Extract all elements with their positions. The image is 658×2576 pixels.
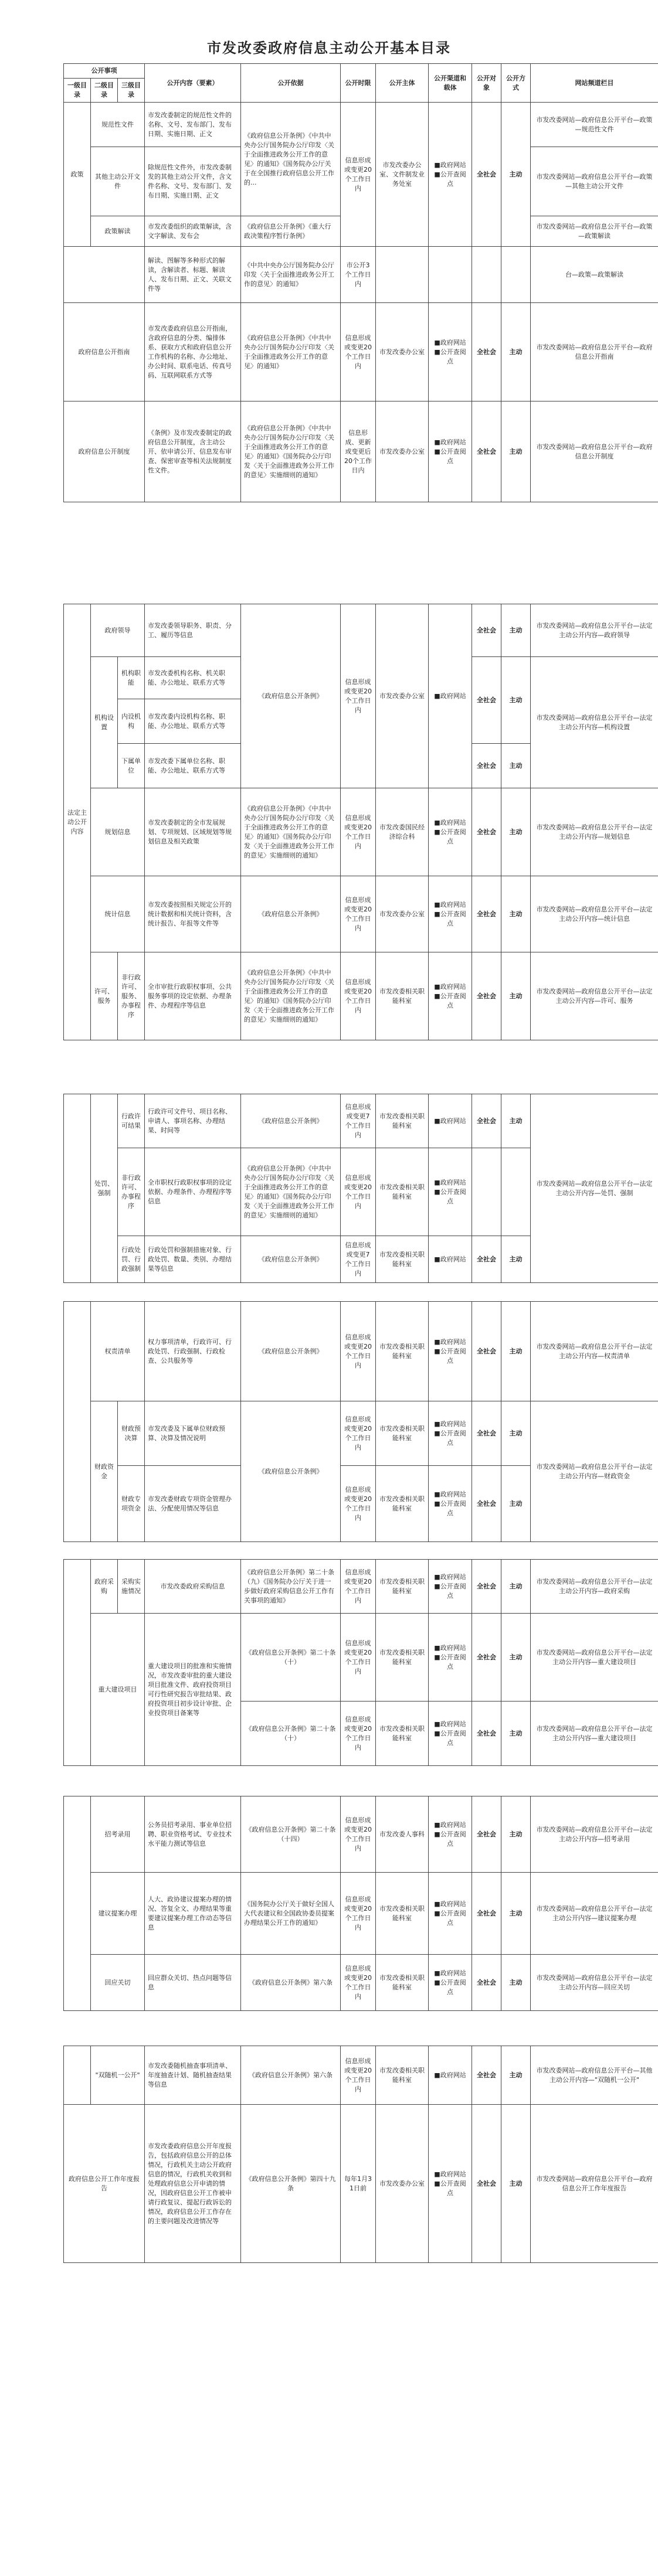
cell-l3: 采购实施情况 [118, 1560, 145, 1614]
cell-content: 市发改委政府信息公开指南，含政府信息的分类、编排体系、获取方式和政府信息公开工作机构的名称、办公地址、办公时间、联系电话、传真号码、互联网联系方式等 [145, 303, 241, 401]
cell-content: 除规范性文件外，市发改委制发的其他主动公开文件，含文件名称、文号、发布部门、发布日期、实施日期、正文 [145, 147, 241, 216]
cell-l2: 许可、服务 [91, 952, 118, 1040]
table-row [64, 2105, 658, 2263]
cell-mode: 主动 [501, 103, 531, 247]
cell-l1 [64, 1560, 91, 1766]
cell-carrier: ■政府网站 [429, 604, 472, 788]
cell-site: 市发改委网站—政府信息公开平台—法定主动公开内容—政府领导 [531, 604, 658, 657]
cell-mode: 主动 [501, 744, 531, 788]
cell-l2: "双随机一公开" [91, 2046, 145, 2105]
cell-basis: 《政府信息公开条例》《中共中央办公厅国务院办公厅印发〈关于全面推进政务公开工作的意见〉的通知》《国务院办公厅关于在全国推行政府信息公开工作的... [241, 103, 341, 216]
cell-carrier: ■政府网站 ■公开查阅点 [429, 788, 472, 876]
cell-content: 人大、政协建议提案办理的情况、答复全文、办理结果等重要建议提案办理工作动态等信息 [145, 1873, 241, 1955]
catalog-table-6 [63, 1796, 658, 2011]
table-row [64, 1401, 658, 1466]
cell-subject: 市发改委相关职能科室 [376, 1236, 429, 1283]
cell-scope: 全社会 [472, 952, 501, 1040]
header-l1: 一级目录 [64, 79, 91, 103]
cell-subject: 市发改委相关职能科室 [376, 2046, 429, 2105]
cell-subject: 市发改委相关职能科室 [376, 1955, 429, 2011]
cell-carrier: ■政府网站 ■公开查阅点 [429, 1560, 472, 1614]
cell-mode: 主动 [501, 1560, 531, 1614]
cell-site: 市发改委网站—政府信息公开平台—其他主动公开内容—"双随机一公开" [531, 2046, 658, 2105]
cell-l1: 政府信息公开工作年度报告 [64, 2105, 145, 2263]
cell-mode: 主动 [501, 1236, 531, 1283]
cell-site: 市发改委网站—政府信息公开平台—法定主动公开内容—机构设置 [531, 657, 658, 788]
cell-content: 市发改委制定的全市发展规划、专项规划、区域规划等规划信息及相关政策 [145, 788, 241, 876]
cell-l1: 法定主动公开内容 [64, 604, 91, 1040]
cell-subject [376, 247, 429, 303]
cell-scope: 全社会 [472, 876, 501, 952]
cell-carrier: ■政府网站 [429, 2046, 472, 2105]
cell-scope: 全社会 [472, 1873, 501, 1955]
catalog-table-2 [63, 604, 658, 1040]
table-row [64, 1955, 658, 2011]
cell-l1 [64, 2046, 91, 2105]
cell-subject: 市发改委国民经济综合科 [376, 788, 429, 876]
cell-mode: 主动 [501, 1702, 531, 1766]
table-row [64, 103, 658, 147]
cell-site: 市发改委网站—政府信息公开平台—法定主动公开内容—重大建设项目 [531, 1614, 658, 1702]
cell-time: 信息形成或变更20个工作日内 [341, 952, 376, 1040]
cell-time: 信息形成或变更20个工作日内 [341, 604, 376, 788]
cell-content: 市发改委组织的政策解读，含文字解读、发布会 [145, 216, 241, 247]
cell-site: 市发改委网站—政府信息公开平台—政府信息公开工作年度报告 [531, 2105, 658, 2263]
cell-basis: 《中共中央办公厅国务院办公厅印发〈关于全面推进政务公开工作的意见〉的通知》 [241, 247, 341, 303]
cell-mode: 主动 [501, 401, 531, 502]
cell-l1: 政府信息公开指南 [64, 303, 145, 401]
cell-mode: 主动 [501, 2105, 531, 2263]
cell-time: 信息形成或变更20个工作日内 [341, 1796, 376, 1873]
table-section-7 [63, 2046, 658, 2263]
cell-l2: 权责清单 [91, 1302, 145, 1401]
cell-scope: 全社会 [472, 657, 501, 744]
cell-mode [501, 1148, 531, 1236]
cell-subject: 市发改委相关职能科室 [376, 1614, 429, 1702]
cell-time: 信息形成或变更20个工作日内 [341, 1873, 376, 1955]
cell-mode: 主动 [501, 1796, 531, 1873]
cell-time: 信息形成或变更20个工作日内 [341, 1702, 376, 1766]
cell-carrier: ■政府网站 ■公开查阅点 [429, 952, 472, 1040]
table-row [64, 303, 658, 401]
cell-mode: 主动 [501, 1955, 531, 2011]
cell-l3: 行政许可结果 [118, 1094, 145, 1148]
cell-time: 信息形成或变更20个工作日内 [341, 103, 376, 247]
cell-l2: 规划信息 [91, 788, 145, 876]
cell-l2: 政府采购 [91, 1560, 118, 1614]
cell-content: 全市审批行政职权事项、公共服务事项的设定依据、办理条件、办理程序等信息 [145, 952, 241, 1040]
cell-scope: 全社会 [472, 1955, 501, 2011]
cell-l3: 非行政许可、服务、办事程序 [118, 952, 145, 1040]
cell-site: 台—政策—政策解读 [531, 247, 658, 303]
cell-mode: 主动 [501, 1614, 531, 1702]
cell-basis: 《政府信息公开条例》 [241, 604, 341, 788]
header-subject: 公开主体 [376, 64, 429, 103]
cell-content: 市发改委下属单位名称、职能、办公地址、联系方式等 [145, 744, 241, 788]
cell-l2: 规范性文件 [91, 103, 145, 147]
cell-carrier: ■政府网站 ■公开查阅点 [429, 1702, 472, 1766]
cell-carrier: ■政府网站 ■公开查阅点 [429, 1955, 472, 2011]
table-row [64, 952, 658, 1040]
cell-site: 市发改委网站—政府信息公开平台—政策—政策解读 [531, 216, 658, 247]
cell-scope: 全社会 [472, 1702, 501, 1766]
cell-mode: 主动 [501, 788, 531, 876]
header-l2: 二级目录 [91, 79, 118, 103]
table-row [64, 1094, 658, 1148]
cell-mode [501, 247, 531, 303]
cell-basis: 《国务院办公厅关于做好全国人大代表建议和全国政协委员提案办理结果公开工作的通知》 [241, 1873, 341, 1955]
table-row [64, 876, 658, 952]
cell-carrier: ■政府网站 [429, 1094, 472, 1148]
cell-time: 信息形成或变更20个工作日内 [341, 1302, 376, 1401]
cell-site: 市发改委网站—政府信息公开平台—法定主动公开内容—财政资金 [531, 1401, 658, 1542]
cell-l1 [64, 1094, 91, 1283]
cell-l1: 政府信息公开制度 [64, 401, 145, 502]
table-row [64, 1302, 658, 1401]
cell-scope: 全社会 [472, 1236, 501, 1283]
cell-subject: 市发改委相关职能科室 [376, 1873, 429, 1955]
cell-basis: 《政府信息公开条例》《中共中央办公厅国务院办公厅印发〈关于全面推进政务公开工作的意见〉的通知》《国务院办公厅印发〈关于全面推进政务公开工作的意见〉实施细则的通知》 [241, 1148, 341, 1236]
cell-site: 市发改委网站—政府信息公开平台—法定主动公开内容—规划信息 [531, 788, 658, 876]
cell-site: 市发改委网站—政府信息公开平台—法定主动公开内容—统计信息 [531, 876, 658, 952]
cell-subject: 市发改委相关职能科室 [376, 1466, 429, 1542]
cell-scope: 全社会 [472, 1401, 501, 1466]
cell-l2: 政府领导 [91, 604, 145, 657]
cell-l2: 处罚、强制 [91, 1094, 118, 1283]
cell-scope: 全社会 [472, 401, 501, 502]
cell-time: 信息形成或变更20个工作日内 [341, 1614, 376, 1702]
cell-time: 信息形成或变更7个工作日内 [341, 1236, 376, 1283]
cell-site: 市发改委网站—政府信息公开平台—政策—其他主动公开文件 [531, 147, 658, 216]
table-row [64, 401, 658, 502]
cell-basis: 《政府信息公开条例》《中共中央办公厅国务院办公厅印发〈关于全面推进政务公开工作的意见〉的通知》 [241, 303, 341, 401]
cell-carrier: ■政府网站 ■公开查阅点 [429, 1148, 472, 1236]
cell-content: 市发改委机构名称、机关职能、办公地址、联系方式等 [145, 657, 241, 699]
cell-carrier: ■政府网站 ■公开查阅点 [429, 1873, 472, 1955]
header-mode: 公开方式 [501, 64, 531, 103]
cell-mode: 主动 [501, 1873, 531, 1955]
cell-basis: 《政府信息公开条例》 [241, 1094, 341, 1148]
header-carrier: 公开渠道和载体 [429, 64, 472, 103]
cell-scope: 全社会 [472, 1796, 501, 1873]
cell-time: 市公开3个工作日内 [341, 247, 376, 303]
table-row [64, 2046, 658, 2105]
cell-carrier: ■政府网站 ■公开查阅点 [429, 303, 472, 401]
table-section-2 [63, 604, 658, 1040]
cell-content: 行政处罚和强制措施对象、行政处罚、数量、类别、办理结果等信息 [145, 1236, 241, 1283]
cell-content: 市发改委领导职务、职责、分工、履历等信息 [145, 604, 241, 657]
cell-basis: 《政府信息公开条例》第四十九条 [241, 2105, 341, 2263]
cell-subject: 市发改委办公室 [376, 2105, 429, 2263]
cell-time: 信息形成或变更20个工作日内 [341, 1955, 376, 2011]
cell-l2: 建议提案办理 [91, 1873, 145, 1955]
cell-basis: 《政府信息公开条例》《中共中央办公厅国务院办公厅印发〈关于全面推进政务公开工作的意见〉的通知》《国务院办公厅印发〈关于全面推进政务公开工作的意见〉实施细则的通知》 [241, 952, 341, 1040]
cell-time: 信息形成或变更20个工作日内 [341, 1401, 376, 1466]
table-section-4 [63, 1301, 658, 1542]
cell-time: 信息形成、更新或变更后20个工作日内 [341, 401, 376, 502]
cell-subject: 市发改委人事科 [376, 1796, 429, 1873]
cell-content: 市发改委随机抽查事项清单、年度抽查计划、随机抽查结果等信息 [145, 2046, 241, 2105]
cell-time: 信息形成或变更20个工作日内 [341, 876, 376, 952]
header-scope: 公开对象 [472, 64, 501, 103]
table-row [64, 788, 658, 876]
page-title: 市发改委政府信息主动公开基本目录 [207, 39, 451, 56]
table-row [64, 1873, 658, 1955]
cell-basis: 《政府信息公开条例》第六条 [241, 2046, 341, 2105]
table-section-6 [63, 1796, 658, 2011]
cell-site: 市发改委网站—政府信息公开平台—法定主动公开内容—政府采购 [531, 1560, 658, 1614]
cell-subject: 市发改委相关职能科室 [376, 1560, 429, 1614]
cell-time: 每年1月31日前 [341, 2105, 376, 2263]
cell-scope [472, 247, 501, 303]
cell-time: 信息形成或变更20个工作日内 [341, 788, 376, 876]
cell-subject: 市发改委相关职能科室 [376, 1094, 429, 1148]
table-section-3 [63, 1094, 658, 1283]
cell-l2: 机构设置 [91, 657, 118, 788]
cell-content: 权力事项清单，行政许可、行政处罚、行政强制、行政检查、公共服务等 [145, 1302, 241, 1401]
cell-carrier: ■政府网站 ■公开查阅点 [429, 2105, 472, 2263]
cell-l3: 机构职能 [118, 657, 145, 699]
catalog-table-7 [63, 2046, 658, 2263]
cell-scope: 全社会 [472, 103, 501, 247]
cell-scope: 全社会 [472, 1302, 501, 1401]
cell-l1 [64, 1302, 91, 1542]
cell-basis: 《政府信息公开条例》第二十条（十） [241, 1614, 341, 1702]
cell-carrier: ■政府网站 ■公开查阅点 [429, 1302, 472, 1401]
cell-carrier [429, 247, 472, 303]
cell-subject: 市发改委办公室、文件制发业务处室 [376, 103, 429, 247]
cell-carrier: ■政府网站 ■公开查阅点 [429, 1614, 472, 1702]
cell-basis: 《政府信息公开条例》 [241, 876, 341, 952]
cell-subject: 市发改委办公室 [376, 876, 429, 952]
cell-basis: 《政府信息公开条例》《中共中央办公厅国务院办公厅印发〈关于全面推进政务公开工作的意见〉的通知》《国务院办公厅印发〈关于全面推进政务公开工作的意见〉实施细则的通知》 [241, 788, 341, 876]
cell-l2: 统计信息 [91, 876, 145, 952]
cell-scope: 全社会 [472, 1094, 501, 1148]
cell-content: 市发改委政府采购信息 [145, 1560, 241, 1614]
cell-scope: 全社会 [472, 1614, 501, 1702]
catalog-table-4 [63, 1301, 658, 1542]
cell-l3: 财政专项资金 [118, 1466, 145, 1542]
cell-mode: 主动 [501, 2046, 531, 2105]
cell-content: 市发改委制定的规范性文件的名称、文号、发布部门、发布日期、实施日期、正文 [145, 103, 241, 147]
cell-scope: 全社会 [472, 604, 501, 657]
cell-content: 市发改委政府信息公开年度报告，包括政府信息公开的总体情况，行政机关主动公开政府信息的情况，行政机关收到和处理政府信息公开申请的情况，因政府信息公开工作被申请行政复议、提起行政诉讼的情况，政府信息公开工作存在的主要问题及改进情况等 [145, 2105, 241, 2263]
cell-content: 全市职权行政职权事项的设定依据、办理条件、办理程序等信息 [145, 1148, 241, 1236]
header-l3: 三级目录 [118, 79, 145, 103]
cell-site: 市发改委网站—政府信息公开平台—法定主动公开内容—建议提案办理 [531, 1873, 658, 1955]
catalog-table-5 [63, 1559, 658, 1766]
cell-content: 行政许可文件号、项目名称、申请人、事项名称、办理结果、时间等 [145, 1094, 241, 1148]
cell-scope: 全社会 [472, 303, 501, 401]
cell-carrier: ■政府网站 ■公开查阅点 [429, 103, 472, 247]
cell-content: 市发改委财政专项资金管理办法、分配使用情况等信息 [145, 1466, 241, 1542]
cell-site: 市发改委网站—政府信息公开平台—法定主动公开内容—权责清单 [531, 1302, 658, 1401]
cell-site: 市发改委网站—政府信息公开平台—政府信息公开指南 [531, 303, 658, 401]
cell-l2: 回应关切 [91, 1955, 145, 2011]
table-row [64, 1796, 658, 1873]
cell-time: 信息形成或变更20个工作日内 [341, 2046, 376, 2105]
cell-site: 市发改委网站—政府信息公开平台—法定主动公开内容—重大建设项目 [531, 1702, 658, 1766]
cell-carrier: ■政府网站 ■公开查阅点 [429, 1466, 472, 1542]
cell-basis: 《政府信息公开条例》第六条 [241, 1955, 341, 2011]
cell-l3: 非行政许可、办事程序 [118, 1148, 145, 1236]
cell-time: 信息形成或变更20个工作日内 [341, 1466, 376, 1542]
table-section-5 [63, 1559, 658, 1766]
cell-mode: 主动 [501, 952, 531, 1040]
cell-site: 市发改委网站—政府信息公开平台—法定主动公开内容—回应关切 [531, 1955, 658, 2011]
cell-mode: 主动 [501, 1302, 531, 1401]
header-time: 公开时限 [341, 64, 376, 103]
cell-content: 市发改委按照相关规定公开的统计数据和相关统计资料，含统计报告、年报等文件等 [145, 876, 241, 952]
cell-mode: 主动 [501, 1094, 531, 1148]
cell-mode: 主动 [501, 604, 531, 657]
cell-content: 公务员招考录用、事业单位招聘、职业资格考试、专业技术水平能力测试等信息 [145, 1796, 241, 1873]
table-row [64, 1614, 658, 1702]
cell-time: 信息形成或变更7个工作日内 [341, 1094, 376, 1148]
header-content: 公开内容（要素） [145, 64, 241, 103]
cell-content: 回应群众关切、热点问题等信息 [145, 1955, 241, 2011]
cell-content: 市发改委及下属单位财政预算、决算及情况说明 [145, 1401, 241, 1466]
catalog-table-1 [63, 63, 658, 502]
cell-subject: 市发改委办公室 [376, 401, 429, 502]
cell-time: 信息形成或变更20个工作日内 [341, 1560, 376, 1614]
cell-basis: 《政府信息公开条例》第二十条（十） [241, 1702, 341, 1766]
cell-scope: 全社会 [472, 1466, 501, 1542]
cell-mode: 主动 [501, 303, 531, 401]
cell-subject: 市发改委办公室 [376, 303, 429, 401]
cell-carrier: ■政府网站 ■公开查阅点 [429, 1796, 472, 1873]
cell-l3: 财政预决算 [118, 1401, 145, 1466]
cell-carrier: ■政府网站 ■公开查阅点 [429, 876, 472, 952]
cell-subject: 市发改委相关职能科室 [376, 1702, 429, 1766]
cell-basis: 《政府信息公开条例》《重大行政决策程序暂行条例》 [241, 216, 341, 247]
cell-carrier: ■政府网站 ■公开查阅点 [429, 1401, 472, 1466]
cell-basis: 《政府信息公开条例》 [241, 1236, 341, 1283]
cell-l3: 内设机构 [118, 699, 145, 744]
catalog-table-3 [63, 1094, 658, 1283]
cell-subject: 市发改委相关职能科室 [376, 1148, 429, 1236]
table-row [64, 604, 658, 657]
cell-site: 市发改委网站—政府信息公开平台—政策—规范性文件 [531, 103, 658, 147]
cell-basis: 《政府信息公开条例》 [241, 1401, 341, 1542]
header-basis: 公开依据 [241, 64, 341, 103]
cell-subject: 市发改委相关职能科室 [376, 1401, 429, 1466]
cell-l2: 其他主动公开文件 [91, 147, 145, 216]
cell-site: 市发改委网站—政府信息公开平台—法定主动公开内容—处罚、强制 [531, 1094, 658, 1283]
cell-site: 市发改委网站—政府信息公开平台—法定主动公开内容—许可、服务 [531, 952, 658, 1040]
cell-l1 [64, 1796, 91, 2011]
cell-content: 重大建设项目的批准和实施情况，市发改委审批的重大建设项目批准文件、政府投资项目可行性研究报告审批结果、政府投资项目初步设计审批、企业投资项目备案等 [145, 1614, 241, 1766]
cell-subject: 市发改委办公室 [376, 604, 429, 788]
cell-scope: 全社会 [472, 788, 501, 876]
cell-subject: 市发改委相关职能科室 [376, 1302, 429, 1401]
cell-l2: 财政资金 [91, 1401, 118, 1542]
header-row [64, 64, 658, 79]
cell-mode: 主动 [501, 876, 531, 952]
cell-scope: 全社会 [472, 2046, 501, 2105]
cell-scope: 全社会 [472, 2105, 501, 2263]
cell-mode: 主动 [501, 1401, 531, 1466]
cell-l3: 行政处罚、行政强制 [118, 1236, 145, 1283]
cell-l2: 政策解读 [91, 216, 145, 247]
cell-basis: 《政府信息公开条例》《中共中央办公厅国务院办公厅印发〈关于全面推进政务公开工作的意见〉的通知》《国务院办公厅印发〈关于全面推进政务公开工作的意见〉实施细则的通知》 [241, 401, 341, 502]
table-row [64, 1560, 658, 1614]
cell-basis: 《政府信息公开条例》第二十条（九）《国务院办公厅关于进一步做好政府采购信息公开工作有关事项的通知》 [241, 1560, 341, 1614]
cell-l3: 下属单位 [118, 744, 145, 788]
cell-scope [472, 1148, 501, 1236]
cell-content: 解读、图解等多种形式的解读，含解读者、标题、解读人、发布日期、正文、关联文件等 [145, 247, 241, 303]
cell-l1 [64, 247, 145, 303]
cell-l1: 政策 [64, 103, 91, 247]
table-row [64, 247, 658, 303]
cell-time: 信息形成或变更20个工作日内 [341, 1148, 376, 1236]
cell-l2: 招考录用 [91, 1796, 145, 1873]
cell-site: 市发改委网站—政府信息公开平台—政府信息公开制度 [531, 401, 658, 502]
cell-basis: 《政府信息公开条例》 [241, 1302, 341, 1401]
cell-l2: 重大建设项目 [91, 1614, 145, 1766]
cell-mode: 主动 [501, 657, 531, 744]
header-site: 网站频道栏目 [531, 64, 658, 103]
cell-time: 信息形成或变更20个工作日内 [341, 303, 376, 401]
cell-content: 《条例》及市发改委制定的政府信息公开制度，含主动公开、依申请公开、信息发布审查、保密审查等相关法规制度性文件。 [145, 401, 241, 502]
cell-site: 市发改委网站—政府信息公开平台—法定主动公开内容—招考录用 [531, 1796, 658, 1873]
cell-scope: 全社会 [472, 1560, 501, 1614]
cell-carrier: ■政府网站 ■公开查阅点 [429, 401, 472, 502]
cell-subject: 市发改委相关职能科室 [376, 952, 429, 1040]
cell-carrier: ■政府网站 [429, 1236, 472, 1283]
cell-basis: 《政府信息公开条例》第二十条（十四） [241, 1796, 341, 1873]
table-section-1 [63, 63, 658, 502]
cell-mode: 主动 [501, 1466, 531, 1542]
header-group: 公开事项 [64, 64, 145, 79]
cell-scope: 全社会 [472, 744, 501, 788]
cell-content: 市发改委内设机构名称、职能、办公地址、联系方式等 [145, 699, 241, 744]
